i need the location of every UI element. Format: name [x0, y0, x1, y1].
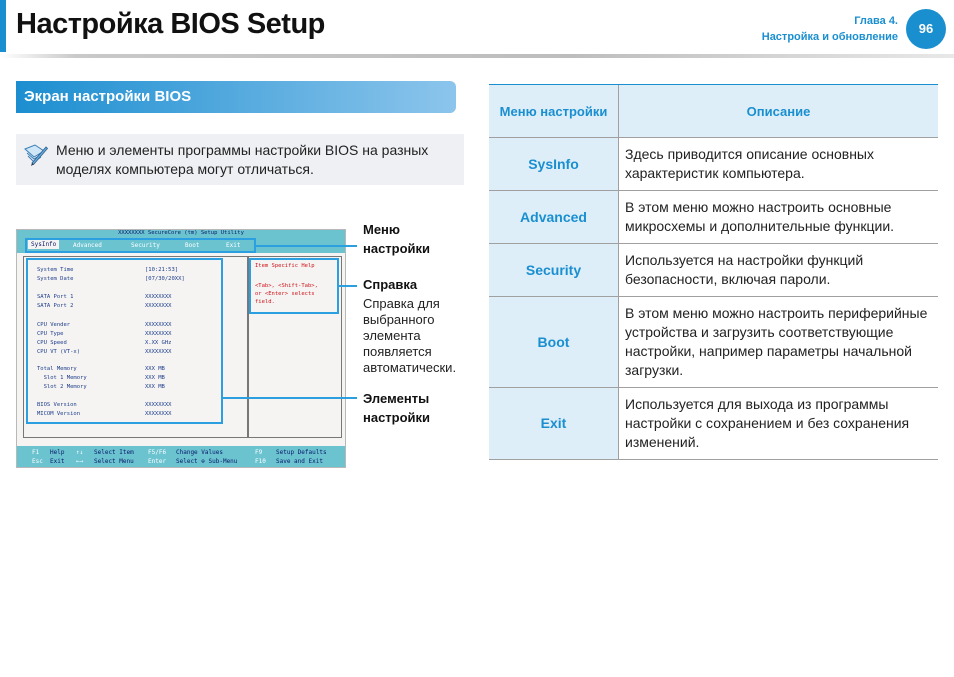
- table-row: [489, 138, 938, 191]
- bios-help-line: <Tab>, <Shift-Tab>,: [255, 283, 318, 289]
- bios-key: Esc: [32, 458, 43, 465]
- help-highlight-box: [249, 258, 339, 314]
- bios-tab-security: Security: [131, 242, 160, 249]
- bios-row-value: XXXXXXXX: [145, 331, 172, 337]
- menu-name: Exit: [489, 388, 619, 460]
- bios-row-label: Slot 1 Memory: [37, 375, 87, 381]
- menu-name: Advanced: [489, 191, 619, 244]
- section-heading: Экран настройки BIOS: [16, 81, 456, 113]
- page-title: Настройка BIOS Setup: [16, 8, 325, 40]
- bios-row-label: CPU VT (VT-x): [37, 349, 81, 355]
- bios-key-label: Select Menu: [94, 458, 134, 465]
- bios-row-value: XXX MB: [145, 366, 165, 372]
- bios-title: XXXXXXXX SecureCore (tm) Setup Utility: [118, 230, 244, 236]
- note-text: Меню и элементы программы настройки BIOS на разных моделях компьютера могут отличаться.: [56, 142, 429, 177]
- menu-callout-title: Меню настройки: [363, 222, 431, 256]
- bios-row-label: CPU Speed: [37, 340, 67, 346]
- bios-row-label: MICOM Version: [37, 411, 81, 417]
- bios-help-line: field.: [255, 299, 275, 305]
- menu-callout-line: [256, 245, 357, 247]
- help-callout-text: Справка для выбранного элемента появляется автоматически.: [363, 296, 457, 375]
- chapter-title: Настройка и обновление: [761, 31, 898, 43]
- menu-description: Используется для выхода из программы настройки с сохранением и без сохранения изменений.: [619, 388, 939, 460]
- bios-key: F10: [255, 458, 266, 465]
- bios-row-value: XXX MB: [145, 375, 165, 381]
- bios-key: F1: [32, 449, 40, 456]
- chapter-label: [762, 13, 898, 45]
- menu-description: Используется на настройки функций безопасности, включая пароли.: [619, 244, 939, 297]
- bios-key-label: Change Values: [176, 449, 223, 456]
- menu-description: В этом меню можно настроить периферийные устройства и загрузить соответствующие настройки, например параметры начальной загрузки.: [619, 297, 939, 388]
- bios-row-label: Total Memory: [37, 366, 77, 372]
- bios-key: Enter: [148, 458, 167, 465]
- table-header-row: [489, 85, 938, 138]
- menu-name: Boot: [489, 297, 619, 388]
- bios-row-label: SATA Port 2: [37, 303, 74, 309]
- bios-tab-advanced: Advanced: [73, 242, 102, 249]
- col-header-description: Описание: [619, 85, 939, 138]
- bios-key-label: Setup Defaults: [276, 449, 327, 456]
- bios-row-value: XXXXXXXX: [145, 303, 172, 309]
- menu-name: SysInfo: [489, 138, 619, 191]
- header-accent-bar: [0, 0, 6, 52]
- bios-row-value: XXXXXXXX: [145, 322, 172, 328]
- bios-tab-boot: Boot: [185, 242, 200, 249]
- bios-key-label: Help: [50, 449, 65, 456]
- bios-key: F5/F6: [148, 449, 167, 456]
- bios-row-value: XXX MB: [145, 384, 165, 390]
- bios-row-label: BIOS Version: [37, 402, 77, 408]
- bios-key-label: Select Item: [94, 449, 134, 456]
- bios-row-value: XXXXXXXX: [145, 402, 172, 408]
- bios-row-label: System Time: [37, 267, 74, 273]
- bios-tab-sysinfo: SysInfo: [28, 240, 59, 249]
- bios-key: F9: [255, 449, 263, 456]
- table-row: [489, 191, 938, 244]
- bios-key: ←→: [76, 458, 84, 465]
- bios-key: ↑↓: [76, 449, 84, 456]
- items-callout-title: Элементы настройки: [363, 391, 431, 425]
- menu-highlight-box: [25, 238, 256, 253]
- bios-row-value: XXXXXXXX: [145, 349, 172, 355]
- bios-row-label: System Date: [37, 276, 74, 282]
- table-row: [489, 297, 938, 388]
- table-row: [489, 244, 938, 297]
- col-header-menu: Меню настройки: [489, 85, 619, 138]
- bios-row-label: CPU Vender: [37, 322, 71, 328]
- bios-key-label: Select ⊕ Sub-Menu: [176, 458, 238, 465]
- bios-key-label: Exit: [50, 458, 65, 465]
- bios-row-value: XXXXXXXX: [145, 411, 172, 417]
- table-row: [489, 388, 938, 460]
- bios-row-value: XXXXXXXX: [145, 294, 172, 300]
- items-highlight-box: [26, 258, 223, 424]
- bios-row-value: X.XX GHz: [145, 340, 172, 346]
- bios-help-title: Item Specific Help: [255, 263, 315, 269]
- chapter-number: Глава 4.: [854, 15, 898, 27]
- header-divider: [0, 54, 954, 58]
- bios-tab-exit: Exit: [226, 242, 241, 249]
- bios-row-value: [07/30/20XX]: [145, 276, 185, 282]
- menu-description: В этом меню можно настроить основные микросхемы и дополнительные функции.: [619, 191, 939, 244]
- bios-row-label: Slot 2 Memory: [37, 384, 87, 390]
- menu-table: [489, 85, 938, 460]
- menu-description: Здесь приводится описание основных характеристик компьютера.: [619, 138, 939, 191]
- help-callout-title: Справка: [363, 277, 418, 292]
- help-callout-line: [339, 285, 357, 287]
- items-callout-line: [223, 397, 357, 399]
- bios-row-value: [10:21:53]: [145, 267, 179, 273]
- menu-name: Security: [489, 244, 619, 297]
- bios-row-label: SATA Port 1: [37, 294, 74, 300]
- pencil-note-icon: [22, 141, 48, 167]
- bios-help-line: or <Enter> selects: [255, 291, 315, 297]
- bios-row-label: CPU Type: [37, 331, 64, 337]
- bios-key-label: Save and Exit: [276, 458, 323, 465]
- page-number-badge: 96: [906, 9, 946, 49]
